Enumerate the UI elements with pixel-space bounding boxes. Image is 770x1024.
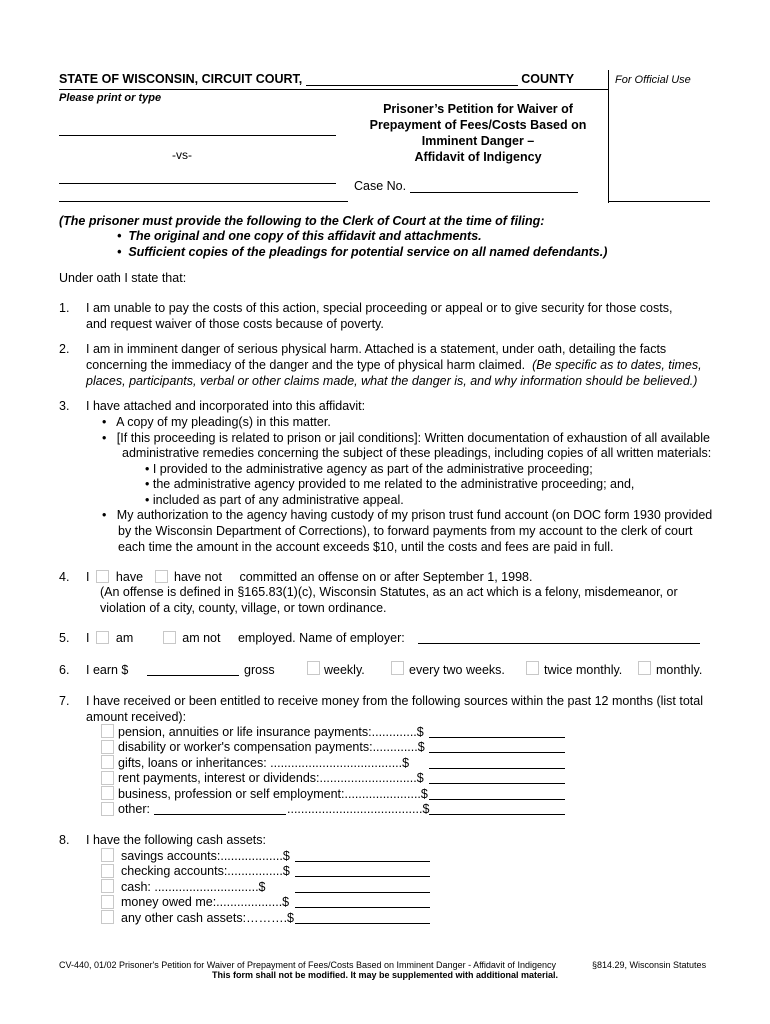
disability-label: disability or worker's compensation payments:.............$ (118, 740, 425, 754)
gifts-label: gifts, loans or inheritances: ......................................$ (118, 756, 410, 770)
official-use-divider (608, 70, 609, 203)
footer-form-id: CV-440, 01/02 Prisoner's Petition for Waiver of Prepayment of Fees/Costs Based on Imminent Danger - Affidavit of Indigency (59, 960, 556, 970)
item-1-line-2: and request waiver of those costs because of poverty. (86, 317, 384, 331)
disability-checkbox[interactable] (101, 740, 114, 754)
defendant-name-field[interactable] (59, 183, 336, 184)
case-number-field[interactable] (410, 180, 578, 193)
gifts-amount-field[interactable] (429, 768, 565, 769)
item-3-sub-1: • I provided to the administrative agency as part of the administrative proceeding; (145, 462, 593, 476)
instructions-bullet-1: • The original and one copy of this affidavit and attachments. (117, 229, 482, 243)
print-type-note: Please print or type (59, 92, 162, 104)
county-name-field[interactable] (306, 73, 518, 86)
official-use-bottom-rule (608, 201, 710, 202)
rent-label: rent payments, interest or dividends:............................$ (118, 771, 424, 785)
item-4-line-2: (An offense is defined in §165.83(1)(c), Wisconsin Statutes, as an act which is a felony, misdemeanor, or (100, 585, 678, 599)
monthly-checkbox[interactable] (638, 661, 651, 675)
footer-note: This form shall not be modified. It may be supplemented with additional material. (211, 970, 559, 980)
other-source-field[interactable] (154, 814, 286, 815)
item-3-sub-3: • included as part of any administrative appeal. (145, 493, 404, 507)
versus-label: -vs- (172, 148, 192, 162)
title-line-4: Affidavit of Indigency (414, 150, 542, 164)
item-6-number: 6. (59, 663, 70, 677)
other-checkbox[interactable] (101, 802, 114, 816)
have-checkbox[interactable] (96, 570, 109, 583)
other-dots: .......................................$ (287, 802, 430, 816)
instructions-bullet-2: • Sufficient copies of the pleadings for potential service on all named defendants.) (117, 245, 608, 259)
have-not-checkbox[interactable] (155, 570, 168, 583)
rent-checkbox[interactable] (101, 771, 114, 785)
item-3-bullet-b-cont: administrative remedies concerning the subject of these pleadings, including copies of all written materials: (122, 446, 712, 460)
employer-name-field[interactable] (418, 643, 700, 644)
other-label: other: (118, 802, 150, 816)
am-not-checkbox[interactable] (163, 631, 176, 644)
checking-checkbox[interactable] (101, 864, 114, 878)
item-1-number: 1. (59, 301, 70, 315)
checking-label: checking accounts:................$ (121, 864, 290, 878)
item-7-line-1: I have received or been entitled to receive money from the following sources within the past 12 months (list total (86, 694, 703, 708)
pension-label: pension, annuities or life insurance payments:.............$ (118, 725, 424, 739)
official-use-label: For Official Use (615, 74, 691, 86)
item-3-number: 3. (59, 399, 70, 413)
pension-checkbox[interactable] (101, 724, 114, 738)
item-7-line-2: amount received): (86, 710, 187, 724)
item-2-number: 2. (59, 342, 70, 356)
footer-statute: §814.29, Wisconsin Statutes (592, 960, 707, 970)
item-4-line-3: violation of a city, county, village, or town ordinance. (100, 601, 387, 615)
business-checkbox[interactable] (101, 786, 114, 800)
case-number-label: Case No. (354, 179, 407, 193)
item-1-line-1: I am unable to pay the costs of this action, special proceeding or appeal or to give security for those costs, (86, 301, 673, 315)
cash-amount-field[interactable] (295, 892, 430, 893)
weekly-label: weekly. (324, 663, 365, 677)
every-two-weeks-label: every two weeks. (409, 663, 505, 677)
oath-statement: Under oath I state that: (59, 271, 187, 285)
checking-amount-field[interactable] (295, 876, 430, 877)
item-3-bullet-c-cont-1: by the Wisconsin Department of Corrections), to forward payments from my account to the clerk of court (118, 524, 693, 538)
item-3-bullet-c: • My authorization to the agency having custody of my prison trust fund account (on DOC form 1930 provided (102, 508, 713, 522)
item-8-line-1: I have the following cash assets: (86, 833, 266, 847)
plaintiff-name-field[interactable] (59, 135, 336, 136)
title-line-1: Prisoner’s Petition for Waiver of (383, 102, 573, 116)
earnings-amount-field[interactable] (147, 675, 239, 676)
rent-amount-field[interactable] (429, 783, 565, 784)
business-label: business, profession or self employment:......................$ (118, 787, 428, 801)
item-4-number: 4. (59, 570, 70, 584)
item-7-number: 7. (59, 694, 70, 708)
other-cash-label: any other cash assets:……….$ (121, 911, 294, 925)
cash-checkbox[interactable] (101, 879, 114, 893)
twice-monthly-label: twice monthly. (544, 663, 623, 677)
weekly-checkbox[interactable] (307, 661, 320, 675)
other-amount-field[interactable] (429, 814, 565, 815)
item-8-number: 8. (59, 833, 70, 847)
caption-rule (59, 89, 608, 90)
gifts-checkbox[interactable] (101, 755, 114, 769)
disability-amount-field[interactable] (429, 752, 565, 753)
savings-amount-field[interactable] (295, 861, 430, 862)
item-3-bullet-a: • A copy of my pleading(s) in this matter. (102, 415, 331, 429)
instructions-intro: (The prisoner must provide the following to the Clerk of Court at the time of filing: (59, 214, 545, 228)
left-caption-rule (59, 201, 348, 202)
county-label: COUNTY (521, 72, 575, 86)
item-3-bullet-b: • [If this proceeding is related to prison or jail conditions]: Written documentation of exhaustion of all available (102, 431, 710, 445)
item-2-line-2: concerning the immediacy of the danger and the type of physical harm claimed. (Be specific as to dates, times, (86, 358, 702, 372)
earnings-label: I earn $ (86, 663, 129, 677)
business-amount-field[interactable] (429, 799, 565, 800)
money-owed-label: money owed me:...................$ (121, 895, 290, 909)
gross-label: gross (244, 663, 275, 677)
court-caption (59, 72, 574, 86)
cash-label: cash: ..............................$ (121, 880, 266, 894)
savings-checkbox[interactable] (101, 848, 114, 862)
pension-amount-field[interactable] (429, 737, 565, 738)
other-cash-checkbox[interactable] (101, 910, 114, 924)
title-line-3: Imminent Danger – (421, 134, 535, 148)
money-owed-amount-field[interactable] (295, 907, 430, 908)
item-2-line-3: places, participants, verbal or other claims made, what the danger is, and why information should be believed.) (86, 374, 698, 388)
monthly-label: monthly. (656, 663, 703, 677)
court-prefix: STATE OF WISCONSIN, CIRCUIT COURT, (59, 72, 303, 86)
item-5-line: I am am not employed. Name of employer: (86, 631, 405, 645)
item-5-number: 5. (59, 631, 70, 645)
twice-monthly-checkbox[interactable] (526, 661, 539, 675)
item-2-line-1: I am in imminent danger of serious physical harm. Attached is a statement, under oath, detailing the facts (86, 342, 667, 356)
title-line-2: Prepayment of Fees/Costs Based on (369, 118, 587, 132)
every-two-weeks-checkbox[interactable] (391, 661, 404, 675)
item-3-bullet-c-cont-2: each time the amount in the account exceeds $10, until the costs and fees are paid in full. (118, 540, 614, 554)
am-checkbox[interactable] (96, 631, 109, 644)
savings-label: savings accounts:..................$ (121, 849, 290, 863)
money-owed-checkbox[interactable] (101, 895, 114, 909)
case-number-row (354, 179, 578, 193)
form-title (348, 101, 608, 165)
item-4-line-1: I have have not committed an offense on or after September 1, 1998. (86, 570, 533, 584)
item-3-sub-2: • the administrative agency provided to me related to the administrative proceeding; and, (145, 477, 635, 491)
item-3-line-1: I have attached and incorporated into this affidavit: (86, 399, 366, 413)
other-cash-amount-field[interactable] (295, 923, 430, 924)
